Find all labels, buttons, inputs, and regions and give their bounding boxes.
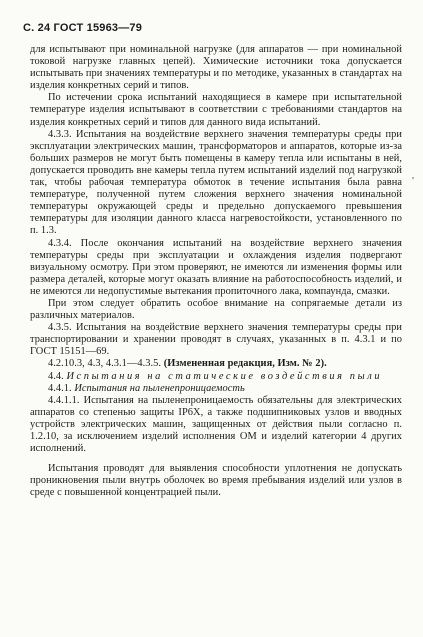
subsection-heading-4-4-1 [30,383,402,395]
section-heading-4-4 [30,371,402,383]
amendment-text: (Измененная редакция, Изм. № 2). [163,358,327,370]
page-header: С. 24 ГОСТ 15963—79 [23,22,143,34]
clause-4-3-4: 4.3.4. После окончания испытаний на воздействие верхнего значения температуры среды при эксплуатации и охлаждения изделия подвергают визуальному осмотру. При этом проверяют, не имеются ли изменения формы или размера деталей, которые могут оказать влияние на работоспособность изделий, и не имеются ли недопустимые вытекания пропиточного лака, компаунда, смазки. [30,237,402,297]
clause-4-3-3: 4.3.3. Испытания на воздействие верхнего значения температуры среды при эксплуатации электрических машин, трансформаторов и аппаратов, которые из-за больших размеров не могут быть помещены в камеру тепла или испытаны в ней, допускается проводить вне камеры тепла путем испытаний изделий под нагрузкой так, чтобы рабочая температура обмоток в течение испытания была равна температуре, полученной путем сложения верхнего значения номинальной температуры окружающей среды и предельно допускаемого превышения температуры для изоляции данного класса нагревостойкости, установленного по п. 1.3. [30,128,402,237]
clause-4-4-1-1: 4.4.1.1. Испытания на пыленепроницаемость обязательны для электрических аппаратов со степенью защиты IP6X, а также подшипниковых узлов и вводных устройств электрических машин, защищенных от действия пыли согласно п. 1.2.10, за исключением изделий исполнения ОМ и изделий категории 4 других исполнений. [30,394,402,455]
section-number: 4.4. [48,370,64,382]
paragraph-purpose: Испытания проводят для выявления способности уплотнения не допускать проникновения пыли внутрь оболочек во время пребывания изделий или узлов в среде с повышенной концентрацией пыли. [30,463,402,499]
subsection-title: Испытания на пыленепроницаемость [74,382,245,394]
amendment-note [30,358,402,370]
subsection-number: 4.4.1. [48,382,72,394]
paragraph-continuation: для испытывают при номинальной нагрузке (для аппаратов — при номинальной токовой нагрузке главных цепей). Химические источники тока допускается испытывать при значениях температуры и по методике, указанных в стандартах на изделия конкретных серий и типов. [30,44,402,92]
paragraph-attention: При этом следует обратить особое внимание на сопрягаемые детали из различных материалов. [30,297,402,322]
paragraph-expiry: По истечении срока испытаний находящиеся в камере при испытательной температуре изделия испытывают в соответствии с требованиями стандартов на изделия конкретных серий и типов для данного вида испытаний. [30,92,402,128]
amendment-refs: 4.2.10.3, 4.3, 4.3.1—4.3.5. [48,358,162,370]
clause-4-3-5: 4.3.5. Испытания на воздействие верхнего значения температуры среды при транспортировании и хранении проводят в случаях, указанных в п. 4.3.1 и по ГОСТ 15151—69. [30,322,402,358]
section-title: Испытания на статические воздействия пыли [66,370,383,382]
margin-mark: ' [412,175,414,187]
document-body [30,44,402,499]
